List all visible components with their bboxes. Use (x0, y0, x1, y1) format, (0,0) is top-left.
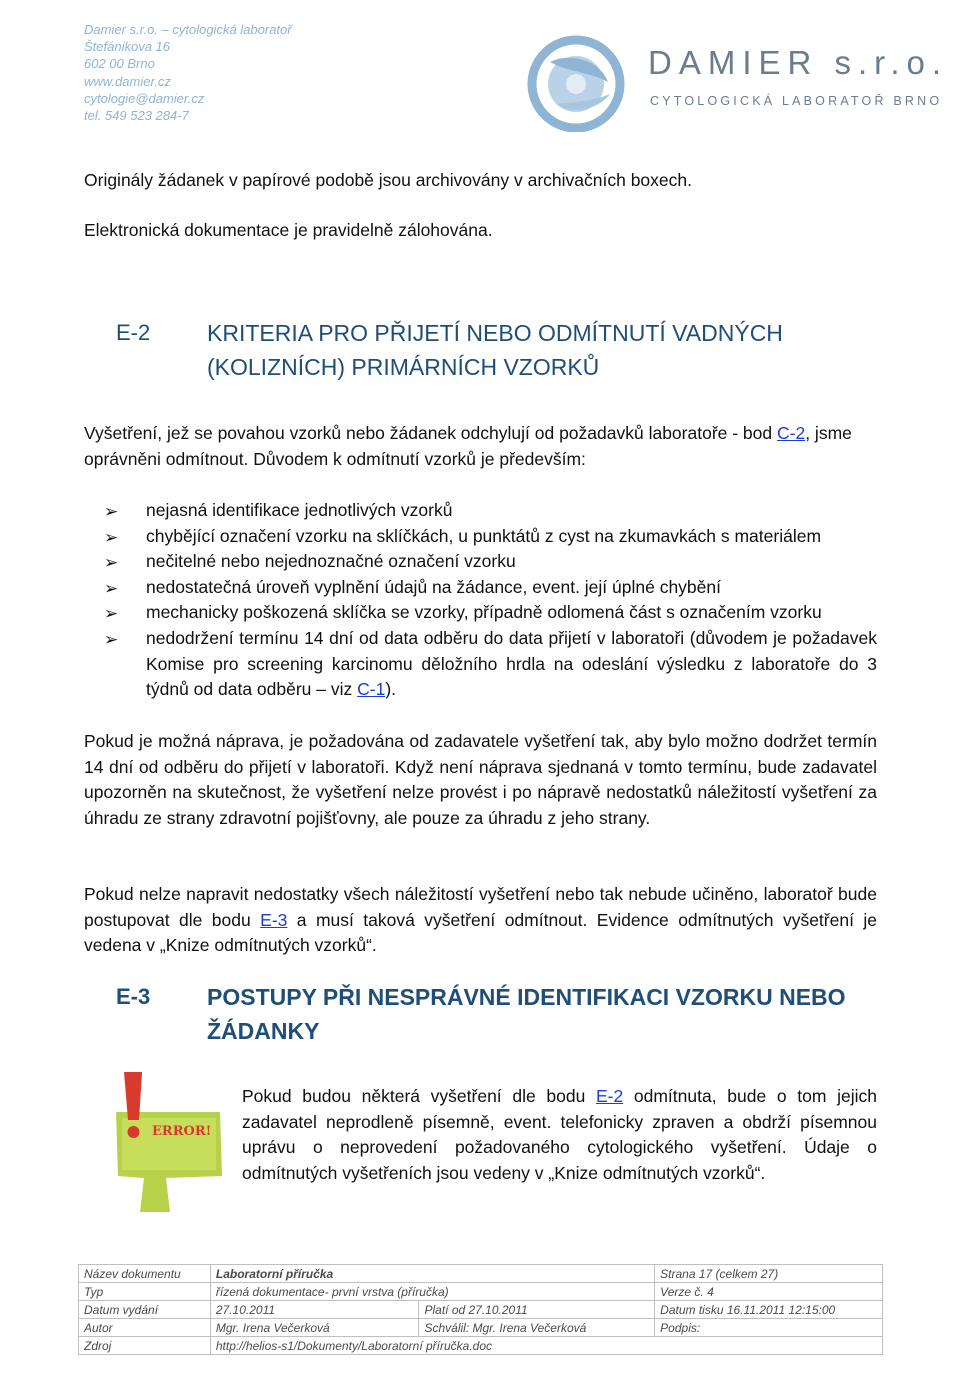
arrow-bullet-icon: ➢ (104, 502, 119, 521)
table-row (79, 1337, 883, 1355)
table-cell: Zdroj (79, 1337, 211, 1355)
arrow-bullet-icon: ➢ (104, 604, 119, 624)
arrow-bullet-icon: ➢ (104, 629, 119, 649)
list-item (104, 600, 877, 626)
text: Vyšetření, jež se povahou vzorků nebo žádanek odchylují od požadavků laboratoře - bod (84, 423, 777, 443)
link-e3[interactable]: E-3 (260, 909, 288, 930)
section-title-e3 (207, 980, 887, 1048)
table-cell: Laboratorní příručka (210, 1265, 654, 1283)
table-row (79, 1319, 883, 1337)
header-address (84, 21, 292, 124)
table-cell: Typ (79, 1283, 211, 1301)
table-cell: Verze č. 4 (655, 1283, 883, 1301)
table-cell: Podpis: (655, 1319, 883, 1337)
logo-subtitle: CYTOLOGICKÁ LABORATOŘ BRNO (650, 94, 943, 108)
arrow-bullet-icon: ➢ (104, 553, 119, 573)
logo-name: DAMIER s.r.o. (648, 44, 949, 81)
arrow-bullet-icon: ➢ (104, 527, 119, 547)
list-item-text: nedodržení termínu 14 dní od data odběru do data přijetí v laboratoři (důvodem je požadavek Komise pro screening karcinomu děložního hrdla na odeslání výsledku z laboratoře do 3 týdnů od data odběru – viz (146, 627, 877, 700)
error-exclamation-icon (108, 1066, 232, 1216)
rejection-reasons-list (104, 498, 877, 703)
list-item (104, 575, 877, 601)
company-logo (520, 32, 949, 132)
text: Pokud nelze napravit nedostatky všech náležitostí vyšetření nebo tak nebude učiněno, laboratoř bude postupovat dle bodu (84, 884, 877, 930)
e2-rejection-paragraph (84, 882, 877, 959)
error-label: ERROR! (152, 1124, 212, 1139)
table-cell: Datum tisku 16.11.2011 12:15:00 (655, 1301, 883, 1319)
e2-intro-paragraph (84, 421, 877, 472)
list-item (104, 549, 877, 575)
link-c1[interactable]: C-1 (357, 679, 386, 700)
table-cell: Datum vydání (79, 1301, 211, 1319)
logo-emblem-icon (520, 32, 632, 132)
text: a musí taková vyšetření odmítnout. Evidence odmítnutých vyšetření je vedena v „Knize odmítnutých vzorků“. (84, 909, 877, 955)
table-cell: řízená dokumentace- první vrstva (příručka) (210, 1283, 654, 1301)
list-item-text: chybějící označení vzorku na sklíčkách, u punktátů z cyst na zkumavkách s materiálem (146, 525, 822, 546)
document-info-table (78, 1264, 883, 1355)
table-cell: Mgr. Irena Večerková (210, 1319, 419, 1337)
text: Pokud budou některá vyšetření dle bodu (242, 1086, 596, 1106)
address-line: tel. 549 523 284-7 (84, 108, 189, 124)
intro-line-1: Originály žádanek v papírové podobě jsou archivovány v archivačních boxech. (84, 170, 692, 190)
e2-remedy-paragraph: Pokud je možná náprava, je požadována od zadavatele vyšetření tak, aby bylo možno dodržet termín 14 dní od odběru do přijetí v laboratoři. Když není náprava sjednaná v tomto termínu, bude zadavatel upozorněn na skutečnost, že vyšetření nelze provést i po nápravě nedostatků náležitostí vyšetření za úhradu ze strany zdravotní pojišťovny, ale pouze za úhradu z jeho strany. (84, 731, 877, 828)
table-cell: http://helios-s1/Dokumenty/Laboratorní příručka.doc (210, 1337, 882, 1355)
e3-paragraph (242, 1084, 877, 1186)
table-cell: Platí od 27.10.2011 (419, 1301, 655, 1319)
text: odmítnuta, bude o tom jejich zadavatel neprodleně písemně, event. telefonicky zpraven a obdrží písemnou uprávu o neprovedení požadovaného cytologického vyšetření. Údaje o odmítnutých vyšetřeních jsou vedeny v „Knize odmítnutých vzorků“. (242, 1086, 877, 1183)
address-line: 602 00 Brno (84, 56, 155, 72)
error-illustration (108, 1066, 232, 1216)
section-code-e2: E-2 (116, 320, 151, 345)
list-item-text: nejasná identifikace jednotlivých vzorků (146, 500, 453, 520)
link-c2[interactable]: C-2 (777, 423, 806, 443)
arrow-bullet-icon: ➢ (104, 578, 119, 598)
address-line: cytologie@damier.cz (84, 90, 205, 106)
section-title-line: KRITERIA PRO PŘIJETÍ NEBO ODMÍTNUTÍ VADNÝCH (207, 320, 783, 346)
table-cell: Schválil: Mgr. Irena Večerková (419, 1319, 655, 1337)
list-item (104, 498, 877, 524)
table-cell: 27.10.2011 (210, 1301, 419, 1319)
table-row (79, 1283, 883, 1301)
table-cell: Název dokumentu (79, 1265, 211, 1283)
table-cell: Autor (79, 1319, 211, 1337)
address-line: www.damier.cz (84, 73, 171, 89)
intro-line-2: Elektronická dokumentace je pravidelně zálohována. (84, 220, 493, 240)
link-e2[interactable]: E-2 (595, 1086, 624, 1106)
section-title-line: (KOLIZNÍCH) PRIMÁRNÍCH VZORKŮ (207, 354, 600, 380)
section-title-e2 (207, 316, 887, 384)
list-item (104, 524, 877, 550)
table-row (79, 1301, 883, 1319)
section-title-line: POSTUPY PŘI NESPRÁVNÉ IDENTIFIKACI VZORKU NEBO (207, 984, 846, 1010)
table-row (79, 1265, 883, 1283)
list-item-text: mechanicky poškozená sklíčka se vzorky, případně odlomená část s označením vzorku (146, 602, 822, 623)
section-code-e3: E-3 (116, 984, 151, 1009)
list-item-text: nedostatečná úroveň vyplnění údajů na žádance, event. její úplné chybění (146, 576, 721, 597)
list-item-text: ). (385, 679, 397, 700)
table-cell: Strana 17 (celkem 27) (655, 1265, 883, 1283)
text: , jsme oprávněni odmítnout. Důvodem k odmítnutí vzorků je především: (84, 423, 852, 469)
address-line: Štefánikova 16 (84, 39, 171, 55)
address-line: Damier s.r.o. – cytologická laboratoř (84, 22, 292, 37)
section-title-line: ŽÁDANKY (207, 1018, 320, 1044)
list-item-text: nečitelné nebo nejednoznačné označení vzorku (146, 551, 516, 572)
list-item (104, 626, 877, 703)
